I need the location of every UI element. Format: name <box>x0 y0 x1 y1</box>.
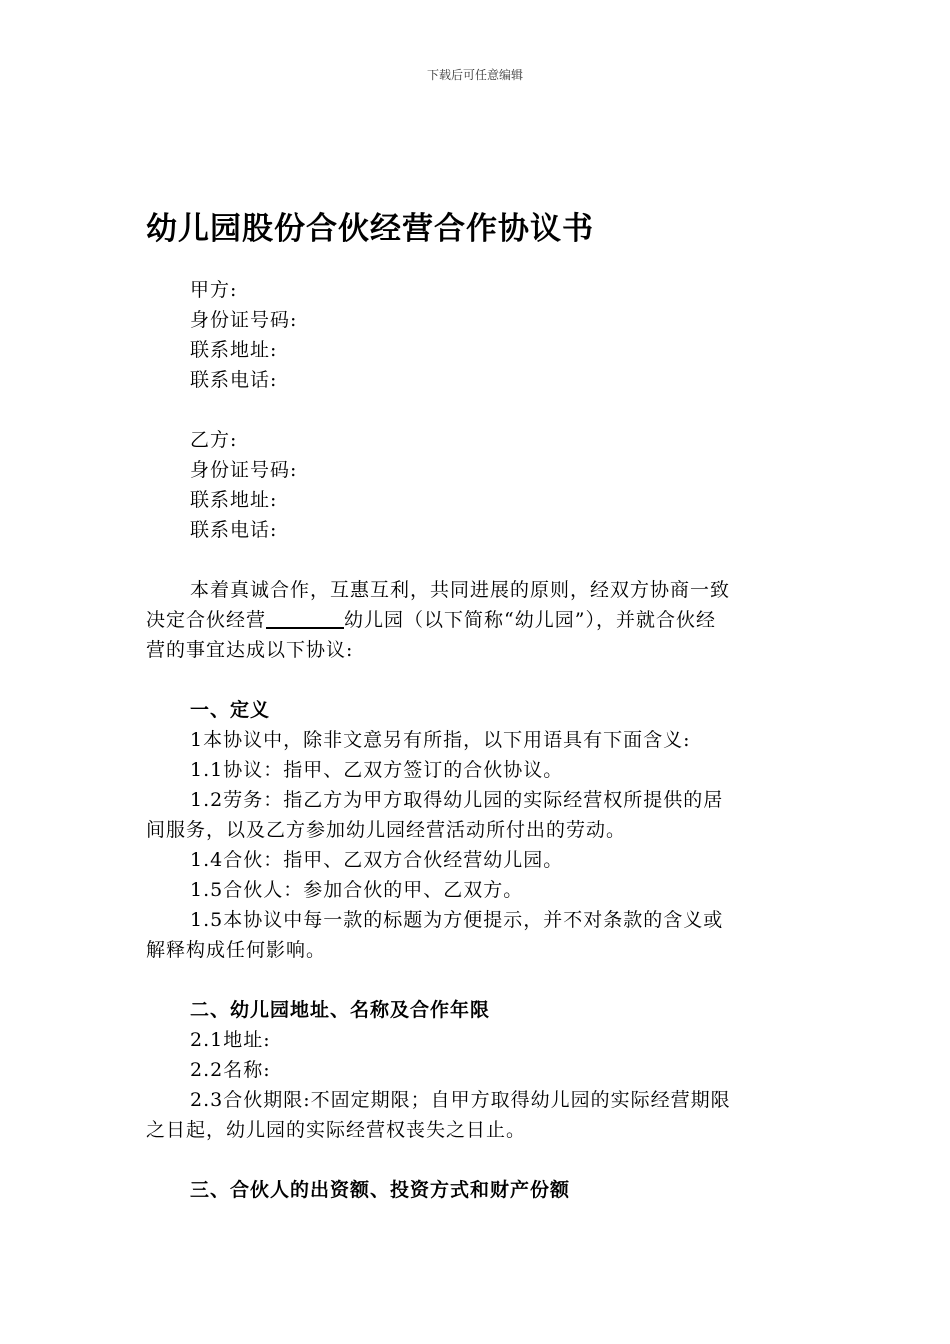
party-b-id-number: 身份证号码: <box>190 459 298 481</box>
section-2-para-3-line-2: 之日起，幼儿园的实际经营权丧失之日止。 <box>146 1119 527 1141</box>
party-a-address: 联系地址: <box>190 339 278 361</box>
section-1-para-6-line-1: 1.5本协议中每一款的标题为方便提示，并不对条款的含义或 <box>190 909 724 931</box>
section-2-heading: 二、幼儿园地址、名称及合作年限 <box>190 999 491 1021</box>
document-title: 幼儿园股份合伙经营合作协议书 <box>146 211 594 247</box>
intro-line-1: 本着真诚合作，互惠互利，共同进展的原则，经双方协商一致 <box>190 579 731 601</box>
section-2-para-3-line-1: 2.3合伙期限:不固定期限；自甲方取得幼儿园的实际经营期限 <box>190 1089 731 1111</box>
section-1-para-5: 1.5合伙人：参加合伙的甲、乙双方。 <box>190 879 524 901</box>
header-note: 下载后可任意编辑 <box>426 68 523 82</box>
spacer <box>146 395 806 425</box>
spacer <box>146 1145 806 1175</box>
section-1-para-1: 1本协议中，除非文意另有所指，以下用语具有下面含义: <box>190 729 691 751</box>
section-2-para-2: 2.2名称: <box>190 1059 271 1081</box>
spacer <box>146 545 806 575</box>
spacer <box>146 665 806 695</box>
section-1-para-4: 1.4合伙：指甲、乙双方合伙经营幼儿园。 <box>190 849 564 871</box>
party-b-label: 乙方: <box>190 429 238 451</box>
kindergarten-name-blank <box>266 607 344 629</box>
intro-line-3: 营的事宜达成以下协议: <box>146 639 354 661</box>
section-3-heading: 三、合伙人的出资额、投资方式和财产份额 <box>190 1179 571 1201</box>
section-1-para-2: 1.1协议：指甲、乙双方签订的合伙协议。 <box>190 759 564 781</box>
section-2-para-1: 2.1地址: <box>190 1029 271 1051</box>
party-a-phone: 联系电话: <box>190 369 278 391</box>
party-a-id-number: 身份证号码: <box>190 309 298 331</box>
party-b-address: 联系地址: <box>190 489 278 511</box>
document-body <box>146 275 806 1205</box>
party-a-label: 甲方: <box>190 279 238 301</box>
intro-line-2-after: 幼儿园（以下简称“幼儿园”），并就合伙经 <box>344 609 716 631</box>
intro-line-2 <box>146 605 806 635</box>
intro-line-2-before: 决定合伙经营 <box>146 609 267 631</box>
section-1-para-3-line-1: 1.2劳务：指乙方为甲方取得幼儿园的实际经营权所提供的居 <box>190 789 724 811</box>
party-b-phone: 联系电话: <box>190 519 278 541</box>
section-1-para-3-line-2: 间服务，以及乙方参加幼儿园经营活动所付出的劳动。 <box>146 819 627 841</box>
section-1-heading: 一、定义 <box>190 699 271 721</box>
section-1-para-6-line-2: 解释构成任何影响。 <box>146 939 327 961</box>
spacer <box>146 965 806 995</box>
